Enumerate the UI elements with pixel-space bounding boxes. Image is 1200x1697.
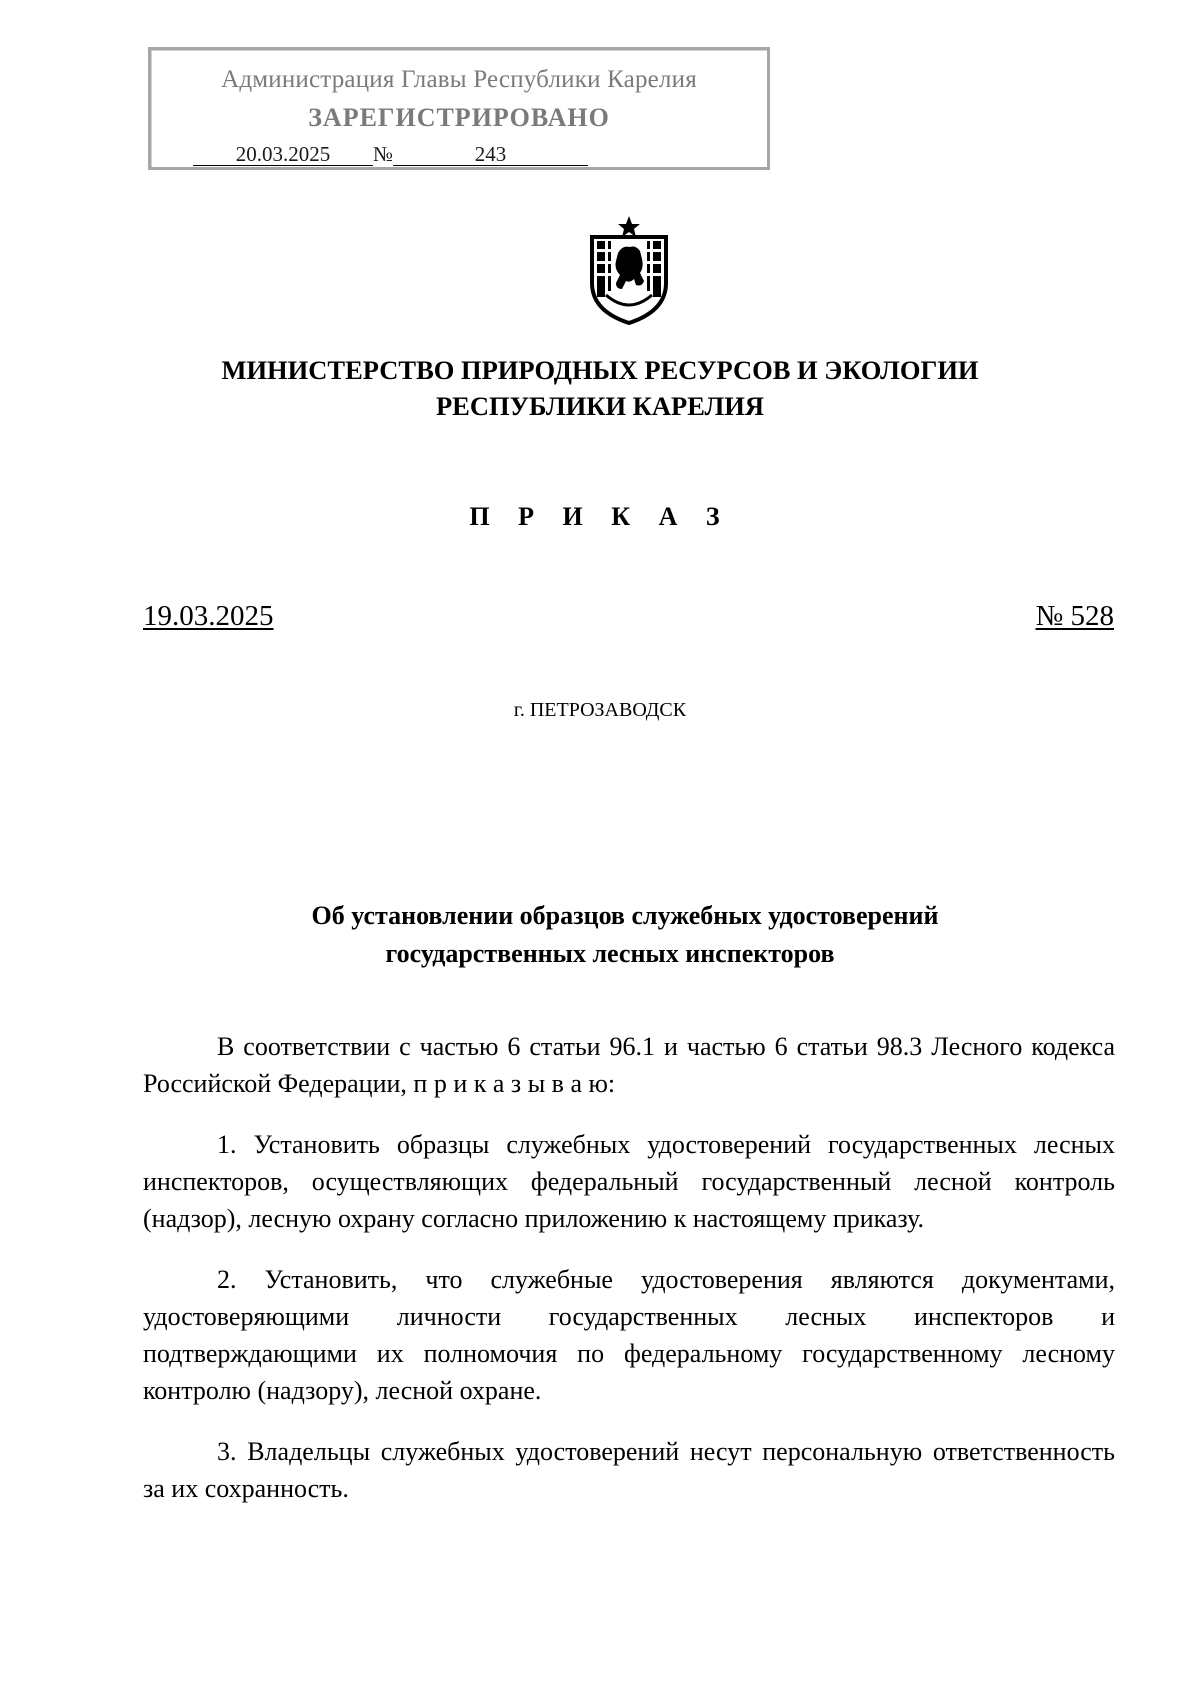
registration-stamp <box>148 47 770 170</box>
stamp-reg-number: 243 <box>393 143 588 166</box>
ministry-name-line1: МИНИСТЕРСТВО ПРИРОДНЫХ РЕСУРСОВ И ЭКОЛОГИИ <box>221 355 979 385</box>
order-date: 19.03.2025 <box>143 600 274 632</box>
stamp-authority: Администрация Главы Республики Карелия <box>221 66 697 93</box>
preamble-paragraph: В соответствии с частью 6 статьи 96.1 и частью 6 статьи 98.3 Лесного кодекса Российской Федерации, п р и к а з ы в а ю: <box>143 1032 1115 1098</box>
subject-line2: государственных лесных инспекторов <box>385 939 835 968</box>
order-number: № 528 <box>1035 600 1114 632</box>
stamp-reg-date: 20.03.2025 <box>193 143 373 166</box>
ministry-name-line2: РЕСПУБЛИКИ КАРЕЛИЯ <box>435 391 765 421</box>
stamp-registration-line <box>193 142 588 167</box>
order-subject <box>0 897 1200 973</box>
document-type: П Р И К А З <box>469 502 731 531</box>
stamp-status: ЗАРЕГИСТРИРОВАНО <box>308 103 610 132</box>
clause-paragraph-3: 3. Владельцы служебных удостоверений несут персональную ответственность за их сохранность. <box>143 1437 1115 1503</box>
ministry-name <box>0 352 1200 424</box>
order-city: г. ПЕТРОЗАВОДСК <box>513 699 687 721</box>
order-body <box>143 1028 1115 1531</box>
clause-paragraph-2: 2. Установить, что служебные удостоверения являются документами, удостоверяющими личности государственных лесных инспекторов и подтверждающими их полномочия по федеральному государственному лесному контролю (надзору), лесной охране. <box>143 1265 1115 1405</box>
subject-line1: Об установлении образцов служебных удостоверений <box>311 901 939 930</box>
stamp-number-sign: № <box>373 142 394 166</box>
clause-paragraph-1: 1. Установить образцы служебных удостоверений государственных лесных инспекторов, осуществляющих федеральный государственный лесной контроль (надзор), лесную охрану согласно приложению к настоящему приказу. <box>143 1130 1115 1233</box>
karelia-coat-of-arms-icon <box>584 215 674 325</box>
